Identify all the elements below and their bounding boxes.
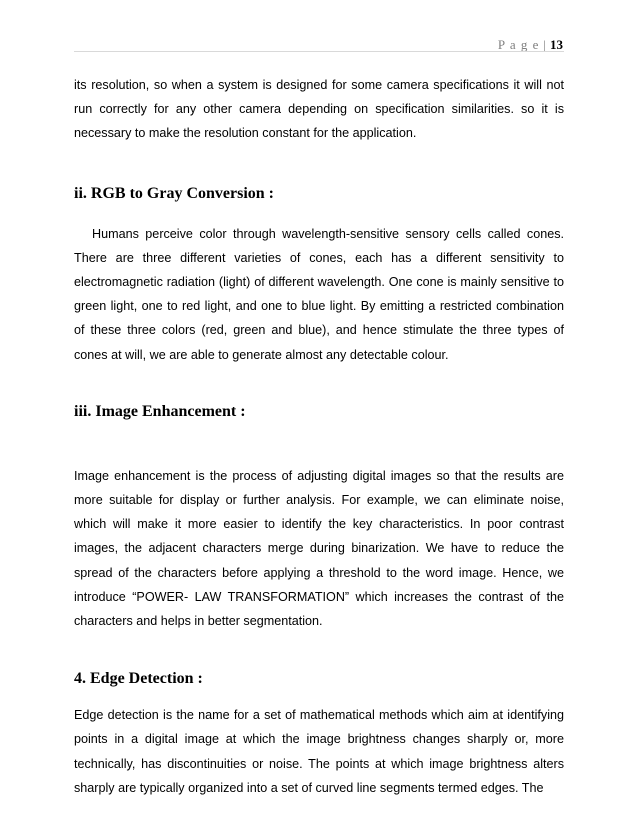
edge-detection-heading: 4. Edge Detection : xyxy=(74,670,203,688)
page-content xyxy=(74,73,564,800)
page-number: 13 xyxy=(550,37,563,52)
rgb-to-gray-heading: ii. RGB to Gray Conversion : xyxy=(74,184,274,202)
image-enhancement-paragraph: Image enhancement is the process of adjusting digital images so that the results are more suitable for display or further analysis. For example, we can eliminate noise, which will make it more easier to identify the key characteristics. In poor contrast images, the adjacent characters merge during binarization. We have to reduce the spread of the characters before applying a threshold to the word image. Hence, we introduce “POWER- LAW TRANSFORMATION” which increases the contrast of the characters and helps in better segmentation. xyxy=(74,468,564,629)
edge-detection-paragraph: Edge detection is the name for a set of mathematical methods which aim at identifying points in a digital image at which the image brightness changes sharply or, more technically, has discontinuities or noise. The points at which image brightness alters sharply are typically organized into a set of curved line segments termed edges. The xyxy=(74,708,564,795)
intro-paragraph: its resolution, so when a system is designed for some camera specifications it will not run correctly for any other camera depending on specification similarities. so it is necessary to make the resolution constant for the application. xyxy=(74,78,564,141)
page-separator: | xyxy=(543,37,547,52)
header-divider xyxy=(74,51,564,52)
image-enhancement-heading: iii. Image Enhancement : xyxy=(74,402,246,420)
page-label: P a g e xyxy=(497,37,540,52)
rgb-to-gray-paragraph: Humans perceive color through wavelength-sensitive sensory cells called cones. There are three different varieties of cones, each has a different sensitivity to electromagnetic radiation (light) of different wavelength. One cone is mainly sensitive to green light, one to red light, and one to blue light. By emitting a restricted combination of these three colors (red, green and blue), and hence stimulate the three types of cones at will, we are able to generate almost any detectable colour. xyxy=(74,226,564,362)
